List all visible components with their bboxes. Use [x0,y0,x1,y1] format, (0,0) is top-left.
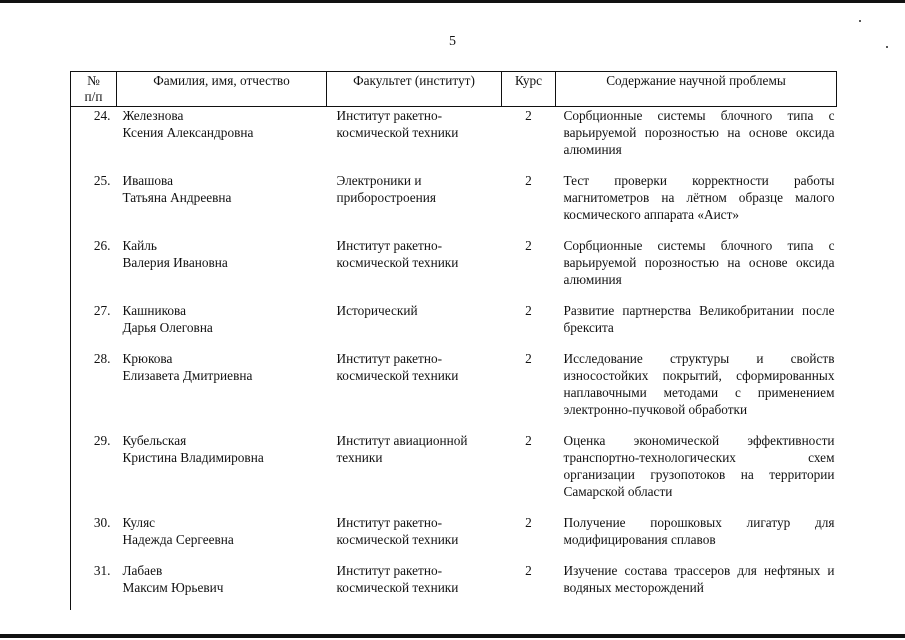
table-row [71,562,837,610]
row-number: 30. [71,514,117,562]
research-topic: Получение порошковых лигатур для модифицирования сплавов [563,515,835,547]
research-topic: Исследование структуры и свойств износостойких покрытий, сформированных наплавочными методами с применением электронно-пучковой обработки [563,351,835,417]
student-course: 2 [525,108,532,123]
student-surname: Кайль [122,238,157,253]
table-row [71,107,837,173]
table-header [71,72,837,107]
research-topic: Изучение состава трассеров для нефтяных и водяных месторождений [563,563,835,595]
students-table [70,71,837,610]
student-course: 2 [525,173,532,188]
column-header-number-symbol: № [87,73,100,88]
scan-frame-top [0,0,905,3]
student-course: 2 [525,351,532,366]
student-surname: Кубельская [122,433,187,448]
student-given-names: Валерия Ивановна [122,255,228,270]
row-number: 31. [71,562,117,610]
student-name [117,562,327,610]
student-given-names: Елизавета Дмитриевна [122,368,253,383]
row-number: 24. [71,107,117,173]
student-surname: Лабаев [122,563,163,578]
student-faculty: Институт ракетно-космической техники [336,351,459,383]
student-given-names: Ксения Александровна [122,125,254,140]
student-name [117,107,327,173]
student-surname: Куляс [122,515,156,530]
table-row [71,514,837,562]
student-faculty: Институт ракетно-космической техники [336,515,459,547]
table-body [71,107,837,611]
row-number: 29. [71,432,117,514]
student-course: 2 [525,238,532,253]
page-number: 5 [449,34,456,49]
student-given-names: Татьяна Андреевна [122,190,232,205]
column-header-number [71,72,117,107]
research-topic: Сорбционные системы блочного типа с варьируемой порозностью на основе оксида алюминия [563,108,835,157]
student-surname: Крюкова [122,351,173,366]
table-row [71,432,837,514]
column-header-name: Фамилия, имя, отчество [117,72,327,107]
column-header-course: Курс [502,72,556,107]
student-surname: Железнова [122,108,184,123]
row-number: 27. [71,302,117,350]
student-surname: Ивашова [122,173,173,188]
row-number: 26. [71,237,117,302]
student-course: 2 [525,303,532,318]
student-given-names: Кристина Владимировна [122,450,264,465]
research-topic: Сорбционные системы блочного типа с варьируемой порозностью на основе оксида алюминия [563,238,835,287]
student-faculty: Электроники и приборостроения [336,173,437,205]
student-faculty: Исторический [336,303,418,318]
research-topic: Тест проверки корректности работы магнитометров на лётном образце малого космического аппарата «Аист» [563,173,835,222]
column-header-faculty: Факультет (институт) [327,72,502,107]
student-name [117,432,327,514]
student-name [117,514,327,562]
student-given-names: Дарья Олеговна [122,320,213,335]
student-given-names: Максим Юрьевич [122,580,224,595]
student-name [117,237,327,302]
student-surname: Кашникова [122,303,187,318]
student-faculty: Институт ракетно-космической техники [336,563,459,595]
scan-speck [859,20,861,22]
student-name [117,172,327,237]
column-header-number-abbr: п/п [84,89,103,104]
row-number: 25. [71,172,117,237]
student-name [117,350,327,432]
student-course: 2 [525,433,532,448]
scan-frame-bottom [0,634,905,638]
research-topic: Развитие партнерства Великобритании после брексита [563,303,835,335]
research-topic: Оценка экономической эффективности транспортно-технологических схем организации грузопотоков на территории Самарской области [563,433,835,499]
table-row [71,237,837,302]
student-course: 2 [525,515,532,530]
student-faculty: Институт ракетно-космической техники [336,238,459,270]
row-number: 28. [71,350,117,432]
student-name [117,302,327,350]
table-row [71,302,837,350]
student-faculty: Институт авиационной техники [336,433,468,465]
column-header-topic: Содержание научной проблемы [556,72,837,107]
student-course: 2 [525,563,532,578]
table-row [71,172,837,237]
table-row [71,350,837,432]
student-given-names: Надежда Сергеевна [122,532,234,547]
student-faculty: Институт ракетно-космической техники [336,108,459,140]
